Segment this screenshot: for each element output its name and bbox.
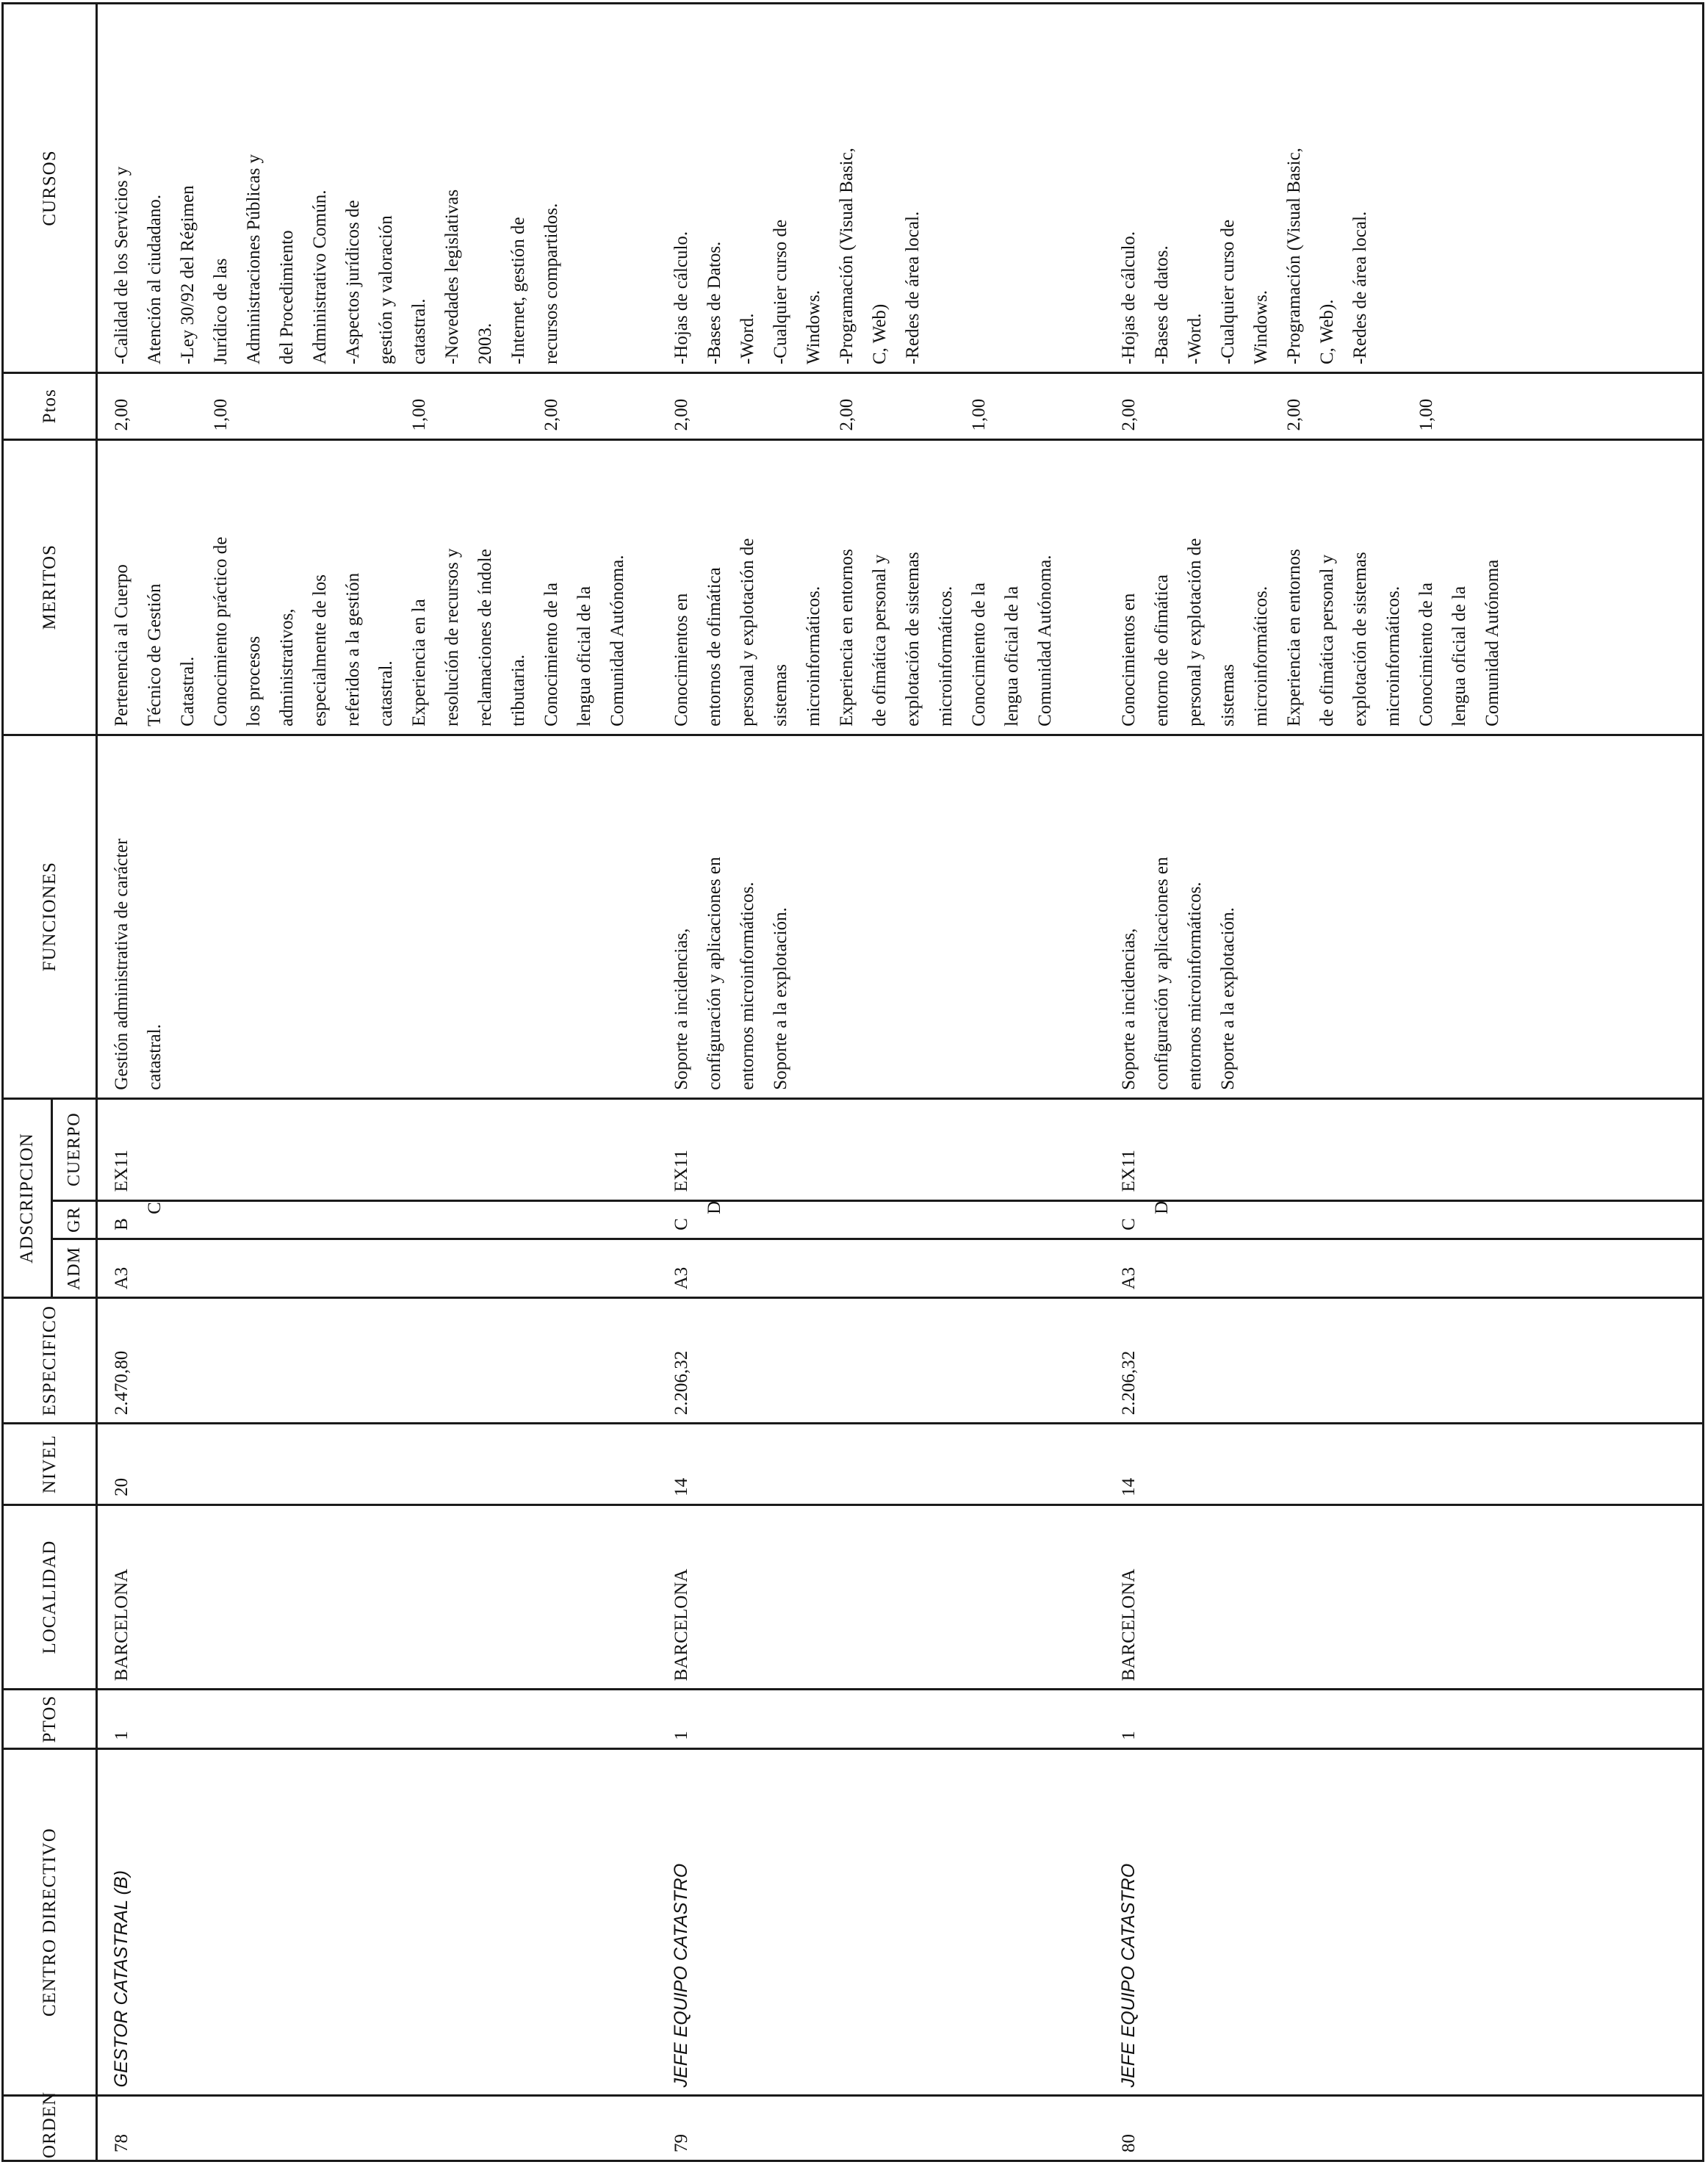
text-line bbox=[896, 381, 929, 431]
text-line bbox=[698, 381, 731, 431]
text-line: Gestión administrativa de carácter bbox=[112, 838, 131, 1090]
puntos-cell bbox=[657, 373, 1105, 440]
text-line bbox=[1311, 381, 1344, 431]
text-line bbox=[1476, 381, 1509, 431]
text-line bbox=[1377, 381, 1410, 431]
text-line: 1,00 bbox=[1416, 398, 1437, 431]
gr-cell bbox=[97, 1200, 657, 1239]
text-line: microinformáticos. bbox=[935, 585, 956, 727]
table-row bbox=[657, 4, 1105, 2161]
text-line: catastral. bbox=[376, 660, 396, 727]
header-orden: ORDEN bbox=[3, 2096, 97, 2161]
text-line: referidos a la gestión bbox=[343, 572, 363, 727]
cursos-cell bbox=[97, 4, 657, 373]
header-especifico: ESPECIFICO bbox=[3, 1298, 97, 1424]
text-line bbox=[1178, 381, 1211, 431]
text-line: 2,00 bbox=[112, 398, 131, 431]
text-line: C, Web). bbox=[1317, 299, 1338, 365]
text-line: -Hojas de cálculo. bbox=[1119, 231, 1139, 365]
header-cursos: CURSOS bbox=[3, 4, 97, 373]
plazas-table bbox=[1, 2, 1704, 2162]
text-line: Windows. bbox=[1251, 289, 1272, 365]
especifico-cell: 2.206,32 bbox=[657, 1298, 1105, 1424]
text-line: Windows. bbox=[803, 289, 824, 365]
text-line: configuración y aplicaciones en bbox=[704, 857, 724, 1090]
centro-cell: JEFE EQUIPO CATASTRO bbox=[657, 1748, 1105, 2096]
localidad-cell: BARCELONA bbox=[657, 1504, 1105, 1689]
text-line: Experiencia en entornos bbox=[836, 549, 857, 727]
text-line: entornos de ofimática bbox=[704, 567, 724, 727]
text-line bbox=[336, 381, 370, 431]
adm-cell: A3 bbox=[657, 1239, 1105, 1297]
adm-cell: A3 bbox=[97, 1239, 657, 1297]
text-line: -Bases de datos. bbox=[1152, 245, 1172, 365]
localidad-cell: BARCELONA bbox=[97, 1504, 657, 1689]
text-line: -Cualquier curso de bbox=[1218, 219, 1239, 365]
cursos-cell bbox=[1105, 4, 1703, 373]
text-line: -Redes de área local. bbox=[1350, 211, 1371, 365]
text-line: -Word. bbox=[1185, 313, 1206, 365]
especifico-cell: 2.470,80 bbox=[97, 1298, 657, 1424]
text-line: -Ley 30/92 del Régimen bbox=[178, 185, 198, 365]
gr-value: D bbox=[704, 1200, 724, 1214]
text-line: catastral. bbox=[145, 1024, 165, 1090]
text-line: Conocimientos en bbox=[1119, 593, 1139, 727]
text-line bbox=[995, 381, 1028, 431]
orden-cell: 78 bbox=[97, 2096, 657, 2161]
text-line bbox=[237, 381, 270, 431]
text-line: 2003. bbox=[475, 322, 495, 365]
text-line: 1,00 bbox=[211, 398, 231, 431]
gr-value: D bbox=[1152, 1200, 1172, 1214]
text-line: Comunidad Autónoma. bbox=[608, 555, 627, 727]
text-line: 2,00 bbox=[836, 398, 857, 431]
text-line: -Programación (Visual Basic, bbox=[1284, 148, 1305, 365]
text-line bbox=[929, 381, 962, 431]
gr-value: C bbox=[671, 1218, 691, 1230]
text-line: 2,00 bbox=[1119, 398, 1139, 431]
text-line bbox=[1443, 381, 1476, 431]
puntos-cell bbox=[1105, 373, 1703, 440]
centro-cell: JEFE EQUIPO CATASTRO bbox=[1105, 1748, 1703, 2096]
text-line: Pertenencia al Cuerpo bbox=[112, 564, 131, 727]
text-line: Administrativo Común. bbox=[310, 190, 330, 365]
header-centro-directivo: CENTRO DIRECTIVO bbox=[3, 1748, 97, 2096]
header-adm: ADM bbox=[52, 1239, 97, 1297]
text-line: -Calidad de los Servicios y bbox=[112, 166, 131, 365]
meritos-cell bbox=[1105, 439, 1703, 735]
text-line: sistemas bbox=[1218, 664, 1239, 727]
meritos-cell bbox=[97, 439, 657, 735]
text-line: explotación de sistemas bbox=[902, 552, 923, 727]
text-line bbox=[303, 381, 336, 431]
especifico-cell: 2.206,32 bbox=[1105, 1298, 1703, 1424]
text-line bbox=[469, 381, 502, 431]
text-line: Conocimiento práctico de bbox=[211, 536, 231, 727]
text-line: personal y explotación de bbox=[1185, 538, 1206, 727]
gr-value: C bbox=[145, 1202, 165, 1214]
text-line bbox=[370, 381, 403, 431]
text-line: -Aspectos jurídicos de bbox=[343, 200, 363, 365]
text-line: 1,00 bbox=[409, 398, 429, 431]
header-gr: GR bbox=[52, 1200, 97, 1239]
text-line: explotación de sistemas bbox=[1350, 552, 1371, 727]
text-line: Atención al ciudadano. bbox=[145, 194, 165, 365]
text-line: 2,00 bbox=[671, 398, 691, 431]
gr-value: B bbox=[112, 1218, 131, 1230]
text-line bbox=[797, 381, 830, 431]
text-line: -Bases de Datos. bbox=[704, 241, 724, 365]
text-line: configuración y aplicaciones en bbox=[1152, 857, 1172, 1090]
text-line: gestión y valoración bbox=[376, 215, 396, 365]
text-line: Experiencia en entornos bbox=[1284, 549, 1305, 727]
text-line: Conocimiento de la bbox=[968, 583, 989, 727]
meritos-cell bbox=[657, 439, 1105, 735]
text-line: recursos compartidos. bbox=[541, 203, 561, 365]
text-line: Administraciones Públicas y bbox=[244, 154, 264, 365]
text-line: Jurídico de las bbox=[211, 258, 231, 365]
gr-cell bbox=[1105, 1200, 1703, 1239]
localidad-cell: BARCELONA bbox=[1105, 1504, 1703, 1689]
text-line: microinformáticos. bbox=[1251, 585, 1272, 727]
text-line: Soporte a la explotación. bbox=[770, 907, 790, 1090]
ptos-cell: 1 bbox=[1105, 1690, 1703, 1748]
text-line: 2,00 bbox=[541, 398, 561, 431]
ptos-cell: 1 bbox=[97, 1690, 657, 1748]
text-line: resolución de recursos y bbox=[442, 548, 462, 727]
text-line: especialmente de los bbox=[310, 574, 330, 727]
text-line bbox=[731, 381, 764, 431]
nivel-cell: 14 bbox=[657, 1424, 1105, 1505]
text-line: de ofimática personal y bbox=[869, 554, 890, 727]
text-line bbox=[601, 381, 634, 431]
funciones-cell bbox=[1105, 735, 1703, 1098]
gr-value: C bbox=[1119, 1218, 1139, 1230]
header-funciones: FUNCIONES bbox=[3, 735, 97, 1098]
header-nivel: NIVEL bbox=[3, 1424, 97, 1505]
text-line: -Word. bbox=[737, 313, 757, 365]
orden-cell: 80 bbox=[1105, 2096, 1703, 2161]
text-line bbox=[138, 381, 171, 431]
text-line: Conocimiento de la bbox=[541, 583, 561, 727]
funciones-cell bbox=[657, 735, 1105, 1098]
text-line: lengua oficial de la bbox=[1001, 585, 1022, 727]
text-line: microinformáticos. bbox=[803, 585, 824, 727]
text-line: administrativos, bbox=[277, 608, 297, 727]
header-cuerpo: CUERPO bbox=[52, 1098, 97, 1200]
text-line: microinformáticos. bbox=[1383, 585, 1404, 727]
text-line: -Internet, gestión de bbox=[508, 217, 528, 365]
header-ptos-meritos: Ptos bbox=[3, 373, 97, 440]
ptos-cell: 1 bbox=[657, 1690, 1105, 1748]
text-line: Conocimiento de la bbox=[1416, 583, 1437, 727]
text-line bbox=[1344, 381, 1377, 431]
text-line: entornos microinformáticos. bbox=[1185, 882, 1206, 1090]
text-line: personal y explotación de bbox=[737, 538, 757, 727]
text-line bbox=[436, 381, 469, 431]
text-line bbox=[171, 381, 204, 431]
text-line: Conocimientos en bbox=[671, 593, 691, 727]
text-line: Soporte a la explotación. bbox=[1218, 907, 1239, 1090]
text-line: catastral. bbox=[409, 298, 429, 365]
cuerpo-cell: EX11 bbox=[97, 1098, 657, 1200]
text-line bbox=[764, 381, 797, 431]
text-line: Soporte a incidencias, bbox=[671, 928, 691, 1090]
centro-cell: GESTOR CATASTRAL (B) bbox=[97, 1748, 657, 2096]
text-line: lengua oficial de la bbox=[1449, 585, 1470, 727]
text-line: tributaria. bbox=[508, 654, 528, 727]
text-line: C, Web) bbox=[869, 303, 890, 365]
text-line: los procesos bbox=[244, 635, 264, 727]
header-meritos: MERITOS bbox=[3, 439, 97, 735]
adm-cell: A3 bbox=[1105, 1239, 1703, 1297]
header-adscripcion: ADSCRIPCION bbox=[3, 1098, 52, 1298]
text-line bbox=[270, 381, 303, 431]
cuerpo-cell: EX11 bbox=[657, 1098, 1105, 1200]
text-line: Catastral. bbox=[178, 656, 198, 727]
puntos-cell bbox=[97, 373, 657, 440]
text-line bbox=[1244, 381, 1278, 431]
text-line: del Procedimiento bbox=[277, 230, 297, 365]
cuerpo-cell: EX11 bbox=[1105, 1098, 1703, 1200]
header-ptos: PTOS bbox=[3, 1690, 97, 1748]
table-row bbox=[1105, 4, 1703, 2161]
header-localidad: LOCALIDAD bbox=[3, 1504, 97, 1689]
text-line: reclamaciones de índole bbox=[475, 549, 495, 727]
text-line: Técnico de Gestión bbox=[145, 583, 165, 727]
text-line bbox=[502, 381, 535, 431]
text-line: 1,00 bbox=[968, 398, 989, 431]
funciones-cell bbox=[97, 735, 657, 1098]
text-line: -Novedades legislativas bbox=[442, 189, 462, 365]
text-line: -Redes de área local. bbox=[902, 211, 923, 365]
text-line bbox=[863, 381, 896, 431]
text-line: 2,00 bbox=[1284, 398, 1305, 431]
text-line: entornos microinformáticos. bbox=[737, 882, 757, 1090]
text-line: sistemas bbox=[770, 664, 790, 727]
text-line: entorno de ofimática bbox=[1152, 574, 1172, 727]
cursos-cell bbox=[657, 4, 1105, 373]
nivel-cell: 14 bbox=[1105, 1424, 1703, 1505]
nivel-cell: 20 bbox=[97, 1424, 657, 1505]
text-line: Comunidad Autónoma. bbox=[1034, 555, 1055, 727]
text-line bbox=[568, 381, 601, 431]
text-line: -Programación (Visual Basic, bbox=[836, 148, 857, 365]
text-line: -Cualquier curso de bbox=[770, 219, 790, 365]
text-line: -Hojas de cálculo. bbox=[671, 231, 691, 365]
text-line: Comunidad Autónoma bbox=[1482, 559, 1503, 727]
text-line bbox=[1211, 381, 1244, 431]
text-line: de ofimática personal y bbox=[1317, 554, 1338, 727]
text-line bbox=[1145, 381, 1178, 431]
table-row bbox=[97, 4, 657, 2161]
text-line: Experiencia en la bbox=[409, 599, 429, 727]
orden-cell: 79 bbox=[657, 2096, 1105, 2161]
text-line bbox=[1028, 381, 1062, 431]
text-line: Soporte a incidencias, bbox=[1119, 928, 1139, 1090]
text-line: lengua oficial de la bbox=[574, 585, 594, 727]
gr-cell bbox=[657, 1200, 1105, 1239]
